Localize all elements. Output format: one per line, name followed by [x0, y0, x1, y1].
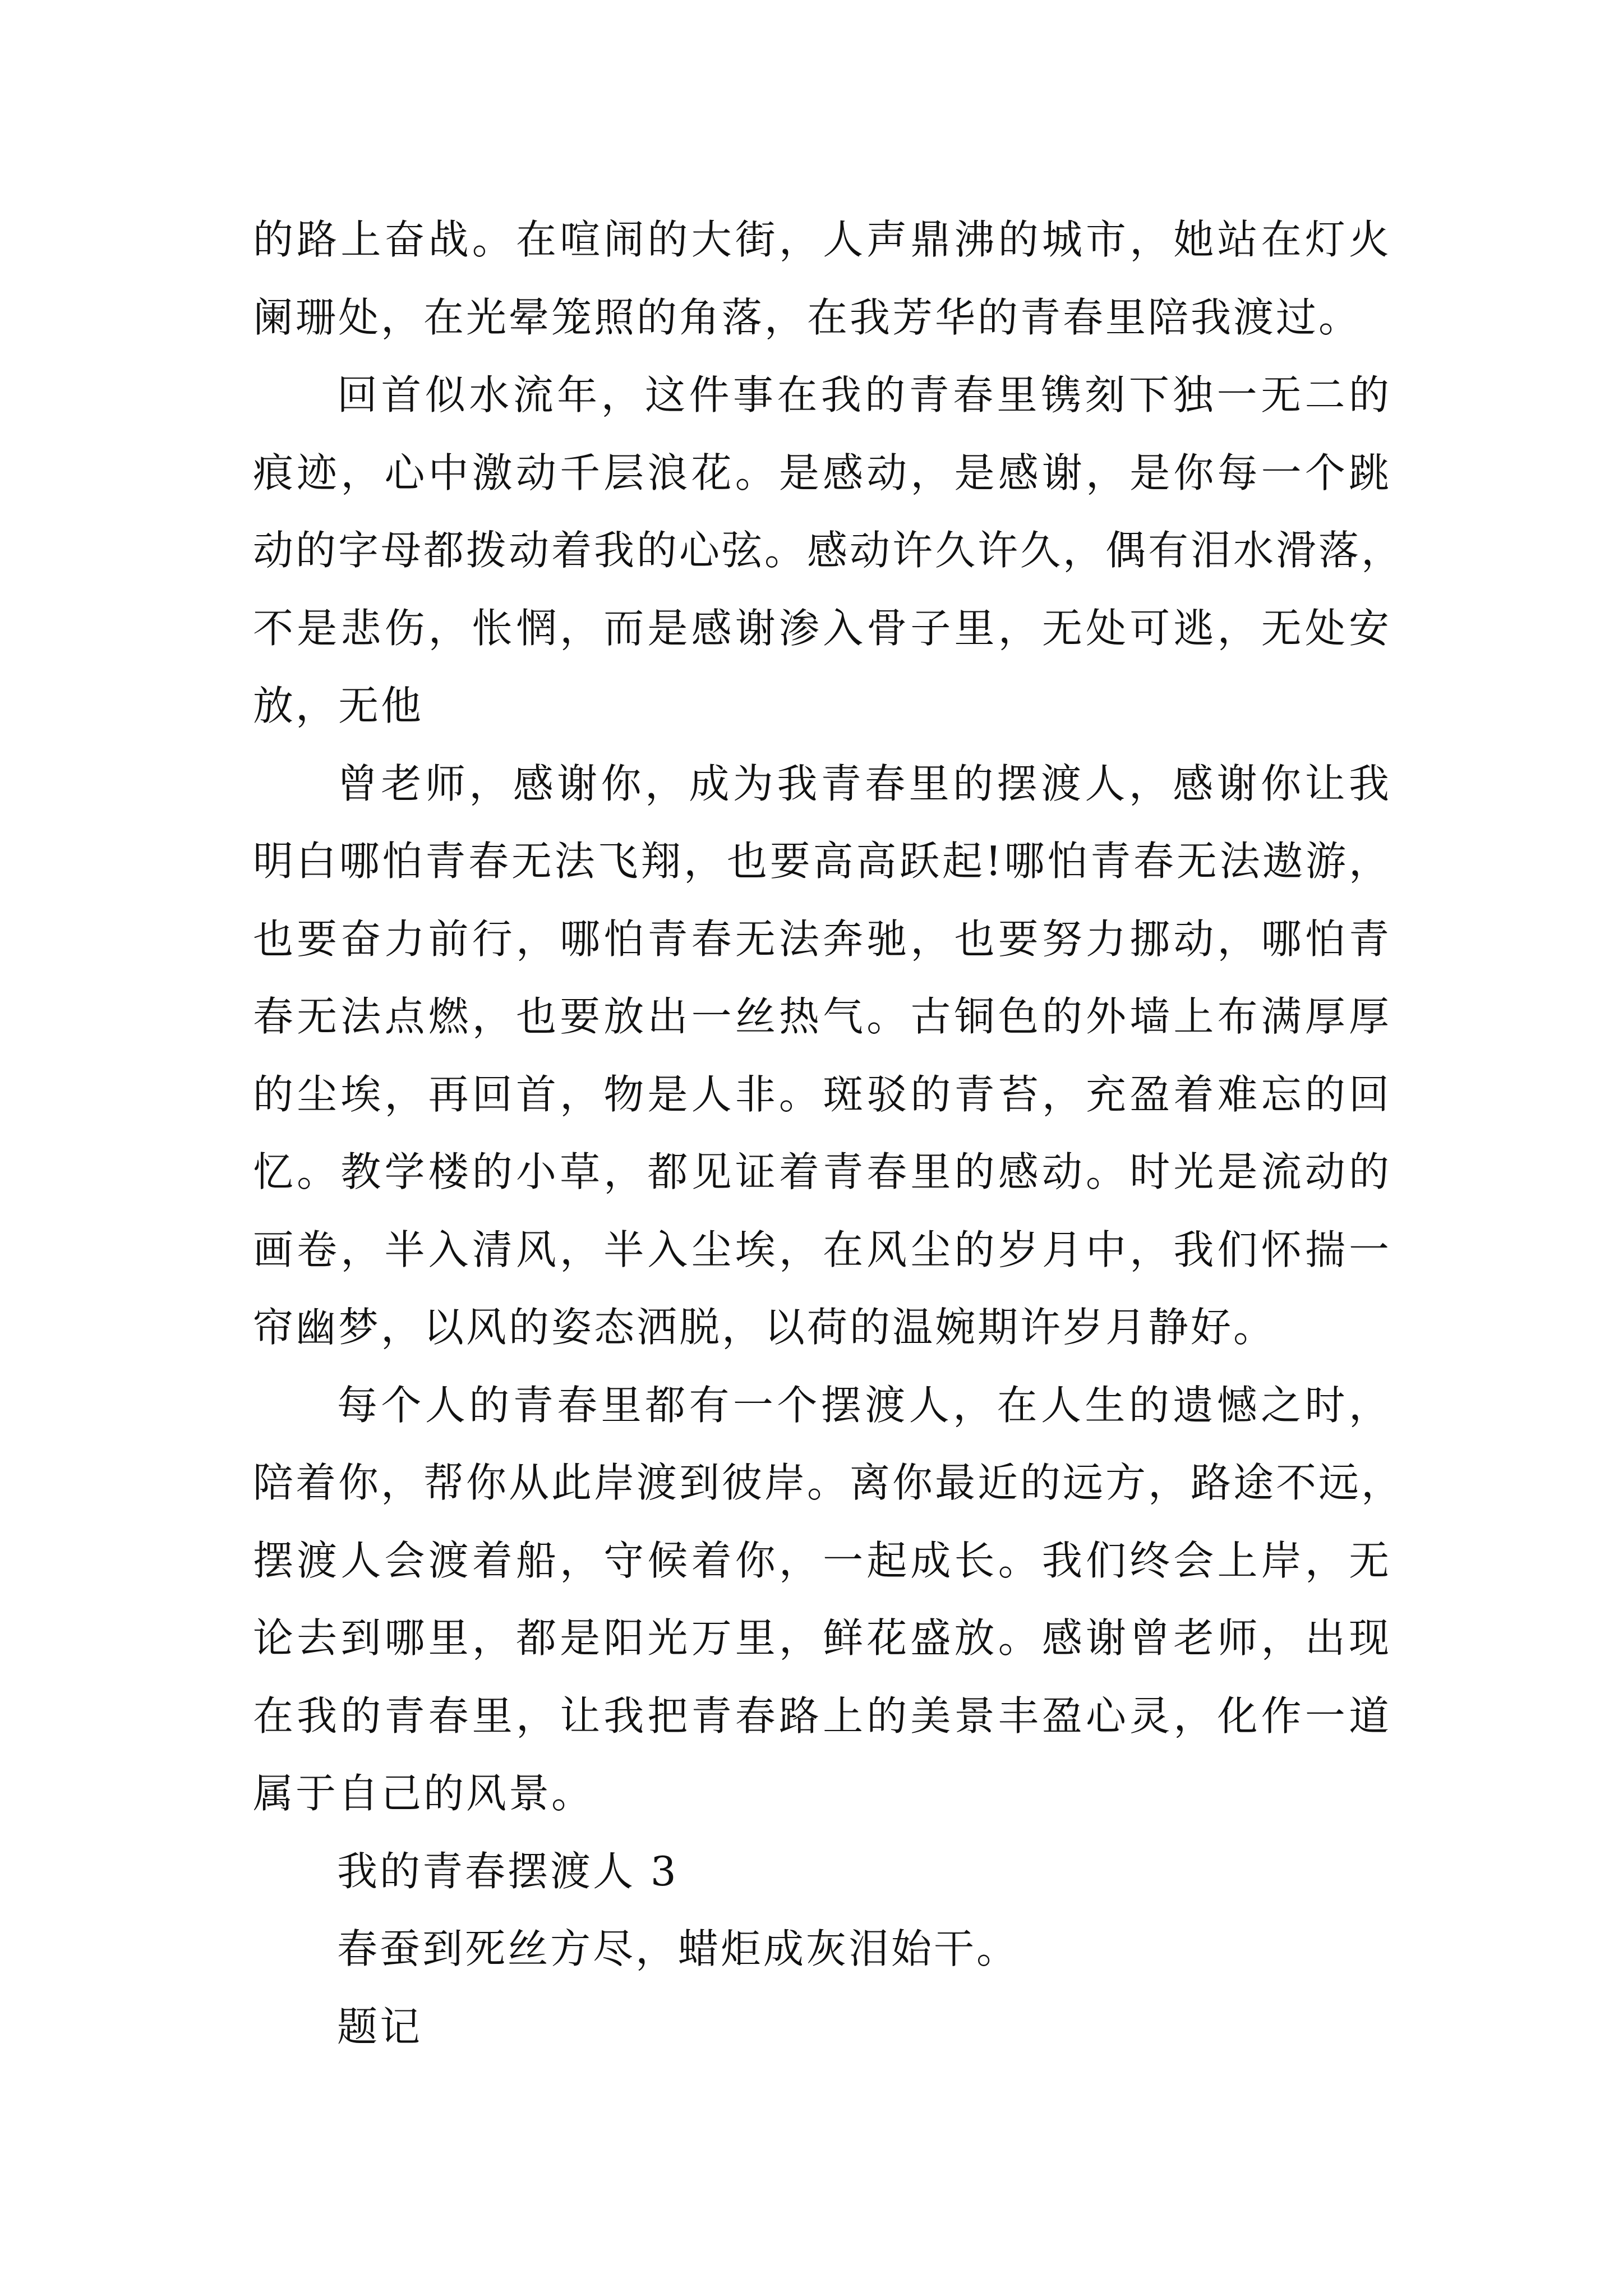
text-line: 阑珊处，在光晕笼照的角落，在我芳华的青春里陪我渡过。: [253, 293, 1362, 341]
text-line: 我的青春摆渡人 3: [337, 1847, 679, 1895]
text-line: 也要奋力前行，哪怕青春无法奔驰，也要努力挪动，哪怕青: [253, 915, 1391, 963]
text-line: 动的字母都拨动着我的心弦。感动许久许久，偶有泪水滑落，: [253, 527, 1404, 574]
paragraph: [253, 1910, 1391, 1988]
text-line: 忆。教学楼的小草，都见证着青春里的感动。时光是流动的: [253, 1148, 1391, 1195]
text-line: 不是悲伤，怅惘，而是感谢渗入骨子里，无处可逃，无处安: [253, 604, 1391, 652]
text-line: 放，无他: [253, 682, 424, 729]
text-line: 帘幽梦，以风的姿态洒脱，以荷的温婉期许岁月静好。: [253, 1304, 1276, 1351]
text-line: 在我的青春里，让我把青春路上的美景丰盈心灵，化作一道: [253, 1692, 1391, 1740]
paragraph: [253, 1833, 1391, 1911]
text-line: 题记: [337, 2003, 423, 2050]
text-line: 痕迹，心中激动千层浪花。是感动，是感谢，是你每一个跳: [253, 449, 1391, 496]
text-line: 每个人的青春里都有一个摆渡人，在人生的遗憾之时，: [337, 1381, 1391, 1429]
paragraph: [253, 1988, 1391, 2066]
text-line: 的路上奋战。在喧闹的大街，人声鼎沸的城市，她站在灯火: [253, 216, 1391, 263]
text-line: 春蚕到死丝方尽，蜡炬成灰泪始干。: [337, 1925, 1020, 1972]
text-line: 春无法点燃，也要放出一丝热气。古铜色的外墙上布满厚厚: [253, 993, 1391, 1040]
paragraph: [253, 356, 1404, 745]
text-line: 明白哪怕青春无法飞翔，也要高高跃起!哪怕青春无法遨游，: [253, 838, 1391, 885]
text-line: 曾老师，感谢你，成为我青春里的摆渡人，感谢你让我: [337, 760, 1391, 807]
text-line: 画卷，半入清风，半入尘埃，在风尘的岁月中，我们怀揣一: [253, 1226, 1391, 1273]
text-line: 论去到哪里，都是阳光万里，鲜花盛放。感谢曾老师，出现: [253, 1614, 1391, 1662]
text-line: 属于自己的风景。: [253, 1770, 594, 1817]
paragraph: [253, 1366, 1404, 1833]
text-line: 摆渡人会渡着船，守候着你，一起成长。我们终会上岸，无: [253, 1536, 1391, 1584]
paragraph: [253, 201, 1391, 356]
text-line: 陪着你，帮你从此岸渡到彼岸。离你最近的远方，路途不远，: [253, 1459, 1404, 1506]
text-line: 的尘埃，再回首，物是人非。斑驳的青苔，充盈着难忘的回: [253, 1070, 1391, 1118]
paragraph: [253, 745, 1391, 1366]
text-line: 回首似水流年，这件事在我的青春里镌刻下独一无二的: [337, 371, 1391, 418]
document-body: [253, 201, 1404, 2065]
